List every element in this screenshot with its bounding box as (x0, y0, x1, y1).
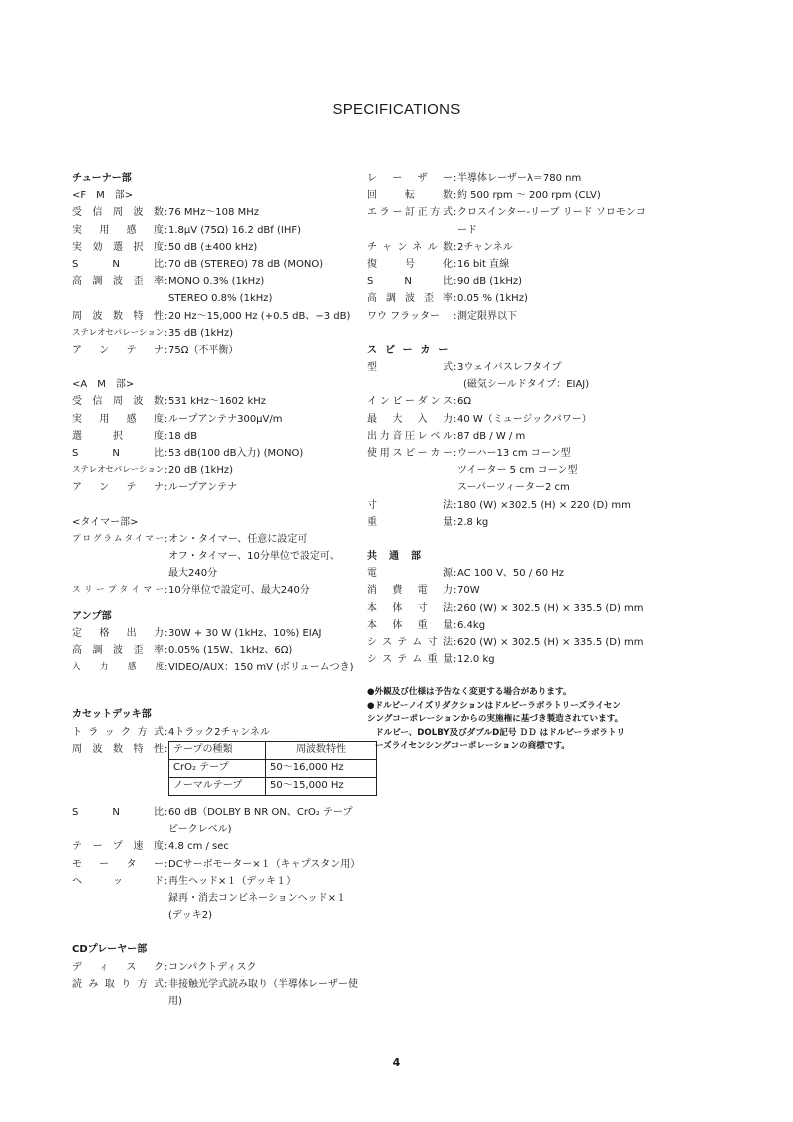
spec-row: S N 比 : 70 dB (STEREO) 78 dB (MONO) (72, 256, 377, 273)
spec-value: 6.4kg (457, 619, 486, 631)
spec-value-continued: ード (457, 224, 477, 236)
table-cell: 50〜15,000 Hz (266, 777, 377, 795)
spec-row: ディスク : コンパクトディスク (72, 959, 377, 976)
spec-label: ステレオセパレーション (72, 465, 164, 476)
spec-value: 40 W（ミュージックパワー） (457, 413, 592, 425)
spec-value-continued: 用) (168, 995, 182, 1007)
spec-label: ワウ フラッター (367, 310, 440, 322)
spec-value-continued: ピークレベル) (168, 824, 232, 836)
page-number: 4 (392, 1056, 401, 1069)
spec-label: 高調波歪率 (367, 293, 453, 305)
spec-value-continued: スーパーツィーター2 cm (457, 482, 570, 494)
spec-row: ワウ フラッター : 測定限界以下 (367, 308, 677, 325)
amp-heading: アンプ部 (72, 610, 112, 622)
spec-label: システム寸法 (367, 637, 453, 649)
spec-row: 重量 : 2.8 kg (367, 514, 677, 531)
spec-row: 入力感度 : VIDEO/AUX：150 mV (ボリュームつき) (72, 659, 377, 676)
spec-row: テープ速度 : 4.8 cm / sec (72, 838, 377, 855)
spec-value: AC 100 V、50 / 60 Hz (457, 568, 565, 580)
table-row (169, 759, 377, 777)
spec-label: モーター (72, 858, 164, 870)
spec-value: 再生ヘッド×１（デッキ１） (168, 875, 297, 887)
spec-row: スリープタイマー : 10分単位で設定可、最大240分 (72, 582, 377, 599)
spec-row: チャンネル数 : 2チャンネル (367, 239, 677, 256)
spec-label: 実用感度 (72, 224, 164, 236)
spec-label: プログラムタイマー (72, 533, 164, 544)
spec-value: 531 kHz〜1602 kHz (168, 396, 267, 408)
spec-label: チャンネル数 (367, 241, 453, 253)
spec-label: 出力音圧レベル (367, 430, 453, 442)
spec-label: テープ速度 (72, 841, 164, 853)
spec-label: 実用感度 (72, 413, 164, 425)
spec-label: 型式 (367, 362, 453, 374)
spec-row: 消費電力 : 70W (367, 582, 677, 599)
common-heading: 共通部 (367, 551, 433, 563)
spec-value: 20 Hz〜15,000 Hz (+0.5 dB、−3 dB) (168, 310, 351, 322)
spec-value: 76 MHz〜108 MHz (168, 207, 259, 219)
spec-label: 受信周波数 (72, 207, 164, 219)
spec-value: 10分単位で設定可、最大240分 (168, 585, 310, 597)
right-column (367, 170, 677, 754)
table-header: テープの種類 (169, 741, 266, 759)
spec-row: ステレオセパレーション : 35 dB (1kHz) (72, 325, 377, 342)
spec-value: 35 dB (1kHz) (168, 327, 234, 339)
spec-value: 18 dB (168, 430, 198, 442)
spec-value: 約 500 rpm 〜 200 rpm (CLV) (457, 190, 601, 202)
spec-row: 回転数 : 約 500 rpm 〜 200 rpm (CLV) (367, 187, 677, 204)
spec-value: 75Ω（不平衡） (168, 345, 239, 357)
spec-row: レーザー : 半導体レーザーλ＝780 nm (367, 170, 677, 187)
spec-value: 70W (457, 585, 480, 597)
spec-row: 寸法 : 180 (W) ×302.5 (H) × 220 (D) mm (367, 497, 677, 514)
spec-value: 50 dB (±400 kHz) (168, 241, 258, 253)
spec-row: 本体重量 : 6.4kg (367, 617, 677, 634)
spec-value: 非接触光学式読み取り（半導体レーザー使 (168, 978, 358, 990)
spec-value: 260 (W) × 302.5 (H) × 335.5 (D) mm (457, 602, 644, 614)
spec-label: S N 比 (72, 259, 164, 271)
spec-row: アンテナ : ループアンテナ (72, 479, 377, 496)
spec-value-continued: (磁気シールドタイプ：EIAJ) (463, 379, 590, 391)
spec-value: DCサーボモーター×１（キャプスタン用） (168, 858, 361, 870)
spec-label: 重量 (367, 516, 453, 528)
spec-value: 0.05 % (1kHz) (457, 293, 528, 305)
spec-row: 出力音圧レベル : 87 dB / W / m (367, 428, 677, 445)
timer-heading: <タイマー部> (72, 516, 139, 528)
spec-label: 実効選択度 (72, 241, 164, 253)
table-cell: CrO₂ テープ (169, 759, 266, 777)
spec-label: アンテナ (72, 345, 164, 357)
note-text: ●ドルビーノイズリダクションはドルビーラボラトリーズライセンシングコーポレーションからの実施権に基づき製造されています。 (367, 700, 624, 725)
spec-row: トラック方式 : 4トラック2チャンネル (72, 724, 377, 741)
spec-value: 0.05% (15W、1kHz、6Ω) (168, 645, 293, 657)
spec-row: S N 比 : 53 dB(100 dB入力) (MONO) (72, 445, 377, 462)
note-text: ●外観及び仕様は予告なく変更する場合があります。 (367, 687, 572, 698)
spec-value: 12.0 kg (457, 654, 495, 666)
spec-label: レーザー (367, 173, 453, 184)
spec-row: モーター : DCサーボモーター×１（キャプスタン用） (72, 856, 377, 873)
spec-label: 消費電力 (367, 585, 453, 597)
spec-value: VIDEO/AUX：150 mV (ボリュームつき) (168, 662, 354, 674)
tuner-heading: チューナー部 (72, 173, 132, 184)
spec-row: S N 比 : 90 dB (1kHz) (367, 273, 677, 290)
spec-label: 本体寸法 (367, 602, 453, 614)
spec-row: プログラムタイマー : オン・タイマー、任意に設定可 (72, 531, 377, 548)
spec-row: 実効選択度 : 50 dB (±400 kHz) (72, 239, 377, 256)
spec-label: 入力感度 (72, 662, 164, 673)
table-header-row (169, 741, 377, 759)
spec-value: オン・タイマー、任意に設定可 (168, 533, 308, 545)
spec-value: 4トラック2チャンネル (168, 726, 270, 738)
spec-value: ウーハー13 cm コーン型 (457, 448, 571, 460)
spec-row: 定格出力 : 30W + 30 W (1kHz、10%) EIAJ (72, 625, 377, 642)
table-cell: ノーマルテープ (169, 777, 266, 795)
spec-value: MONO 0.3% (1kHz) (168, 276, 265, 288)
spec-label: ステレオセパレーション (72, 327, 164, 338)
spec-label: S N 比 (367, 276, 453, 288)
spec-value: 4.8 cm / sec (168, 841, 229, 853)
spec-label: 回転数 (367, 190, 453, 202)
am-heading: <A M 部> (72, 379, 135, 391)
spec-value: 90 dB (1kHz) (457, 276, 523, 288)
spec-value: 6Ω (457, 396, 472, 408)
cassette-heading: カセットデッキ部 (72, 709, 152, 721)
spec-row: 電源 : AC 100 V、50 / 60 Hz (367, 565, 677, 582)
table-row (169, 777, 377, 795)
spec-value-continued: 最大240分 (168, 568, 218, 580)
spec-label: 周波数特性 (72, 310, 164, 322)
spec-row: 型式 : 3ウェイバスレフタイプ (367, 359, 677, 376)
spec-row: 最大入力 : 40 W（ミュージックパワー） (367, 411, 677, 428)
spec-value: 70 dB (STEREO) 78 dB (MONO) (168, 259, 324, 271)
spec-label: 高調波歪率 (72, 276, 164, 288)
spec-label: 高調波歪率 (72, 645, 164, 657)
spec-row: 選択度 : 18 dB (72, 428, 377, 445)
spec-value: 30W + 30 W (1kHz、10%) EIAJ (168, 627, 322, 639)
spec-row: 受信周波数 : 531 kHz〜1602 kHz (72, 393, 377, 410)
spec-value: 測定限界以下 (457, 310, 517, 322)
spec-label: S N 比 (72, 448, 164, 460)
spec-row: 読み取り方式 : 非接触光学式読み取り（半導体レーザー使 (72, 976, 377, 993)
tape-frequency-table (168, 741, 377, 796)
spec-label: 使用スピーカー (367, 448, 453, 460)
spec-row: ステレオセパレーション : 20 dB (1kHz) (72, 462, 377, 479)
spec-label: 寸法 (367, 499, 453, 511)
spec-row: 本体寸法 : 260 (W) × 302.5 (H) × 335.5 (D) mm (367, 600, 677, 617)
spec-value: コンパクトディスク (168, 961, 257, 973)
spec-row: 使用スピーカー : ウーハー13 cm コーン型 (367, 445, 677, 462)
spec-row: 実用感度 : 1.8μV (75Ω) 16.2 dBf (IHF) (72, 222, 377, 239)
spec-row: アンテナ : 75Ω（不平衡） (72, 342, 377, 359)
spec-label: システム重量 (367, 654, 453, 666)
spec-label: 定格出力 (72, 627, 164, 639)
spec-value-continued: (デッキ2) (168, 910, 212, 922)
spec-value: 53 dB(100 dB入力) (MONO) (168, 448, 304, 460)
spec-value: クロスインター-リーブ リード ソロモンコ (457, 207, 646, 219)
spec-row: システム重量 : 12.0 kg (367, 651, 677, 668)
spec-row: インピーダンス : 6Ω (367, 393, 677, 410)
spec-value: 87 dB / W / m (457, 430, 526, 442)
spec-value: 20 dB (1kHz) (168, 465, 234, 477)
spec-label: 復号化 (367, 259, 453, 271)
spec-row: 高調波歪率 : 0.05% (15W、1kHz、6Ω) (72, 642, 377, 659)
spec-label: 最大入力 (367, 413, 453, 425)
spec-label: 電源 (367, 568, 453, 580)
spec-value: ループアンテナ300μV/m (168, 413, 283, 425)
spec-value: ループアンテナ (168, 482, 238, 494)
spec-value-continued: 録再・消去コンビネーションヘッド×１ (168, 892, 346, 904)
spec-label: 読み取り方式 (72, 978, 164, 990)
speaker-heading: スピーカー (367, 344, 457, 356)
spec-label: 選択度 (72, 430, 164, 442)
spec-row: システム寸法 : 620 (W) × 302.5 (H) × 335.5 (D) mm (367, 634, 677, 651)
spec-row: S N 比 : 60 dB（DOLBY B NR ON、CrO₂ テープ (72, 804, 377, 821)
spec-row: 高調波歪率 : 0.05 % (1kHz) (367, 290, 677, 307)
spec-value: 半導体レーザーλ＝780 nm (457, 173, 582, 184)
left-column (72, 170, 377, 1010)
note-text: ドルビー、DOLBY及びダブルD記号 ＤＤ はドルビーラボラトリーズライセンシングコーポレーションの商標です。 (375, 727, 626, 752)
spec-value: 1.8μV (75Ω) 16.2 dBf (IHF) (168, 224, 302, 236)
spec-label: 本体重量 (367, 619, 453, 631)
spec-value-continued: ツイーター 5 cm コーン型 (457, 465, 578, 477)
table-cell: 50〜16,000 Hz (266, 759, 377, 777)
cd-heading: CDプレーヤー部 (72, 944, 148, 956)
spec-value: 16 bit 直線 (457, 259, 510, 271)
spec-value: 2.8 kg (457, 516, 489, 528)
spec-label: 受信周波数 (72, 396, 164, 408)
spec-row: ヘッド : 再生ヘッド×１（デッキ１） (72, 873, 377, 890)
spec-label: インピーダンス (367, 396, 453, 408)
spec-label: 周波数特性 (72, 743, 164, 755)
spec-value: 2チャンネル (457, 241, 513, 253)
spec-row: 周波数特性 : テープの種類 周波数特性 CrO₂ テープ 50〜16,000 Hz ノーマルテープ 50〜15,000 Hz (72, 741, 377, 796)
table-header: 周波数特性 (266, 741, 377, 759)
spec-row: 実用感度 : ループアンテナ300μV/m (72, 411, 377, 428)
spec-value-continued: STEREO 0.8% (1kHz) (168, 293, 273, 305)
notes (367, 686, 629, 754)
fm-heading: <F M 部> (72, 190, 134, 202)
spec-label: ディスク (72, 961, 164, 973)
spec-label: アンテナ (72, 482, 164, 494)
spec-value: 620 (W) × 302.5 (H) × 335.5 (D) mm (457, 637, 644, 649)
spec-value-continued: オフ・タイマー、10分単位で設定可、 (168, 551, 340, 563)
spec-label: トラック方式 (72, 726, 164, 738)
spec-label: ヘッド (72, 875, 164, 887)
page-title: SPECIFICATIONS (332, 101, 461, 118)
spec-value: 180 (W) ×302.5 (H) × 220 (D) mm (457, 499, 631, 511)
spec-label: エラー訂正方式 (367, 207, 453, 219)
spec-label: S N 比 (72, 806, 164, 818)
spec-row: エラー訂正方式 : クロスインター-リーブ リード ソロモンコ (367, 204, 677, 221)
spec-row: 復号化 : 16 bit 直線 (367, 256, 677, 273)
spec-row: 周波数特性 : 20 Hz〜15,000 Hz (+0.5 dB、−3 dB) (72, 308, 377, 325)
spec-value: 60 dB（DOLBY B NR ON、CrO₂ テープ (168, 806, 353, 818)
spec-row: 高調波歪率 : MONO 0.3% (1kHz) (72, 273, 377, 290)
spec-value: 3ウェイバスレフタイプ (457, 362, 562, 374)
spec-label: スリープタイマー (72, 585, 164, 596)
spec-row: 受信周波数 : 76 MHz〜108 MHz (72, 204, 377, 221)
